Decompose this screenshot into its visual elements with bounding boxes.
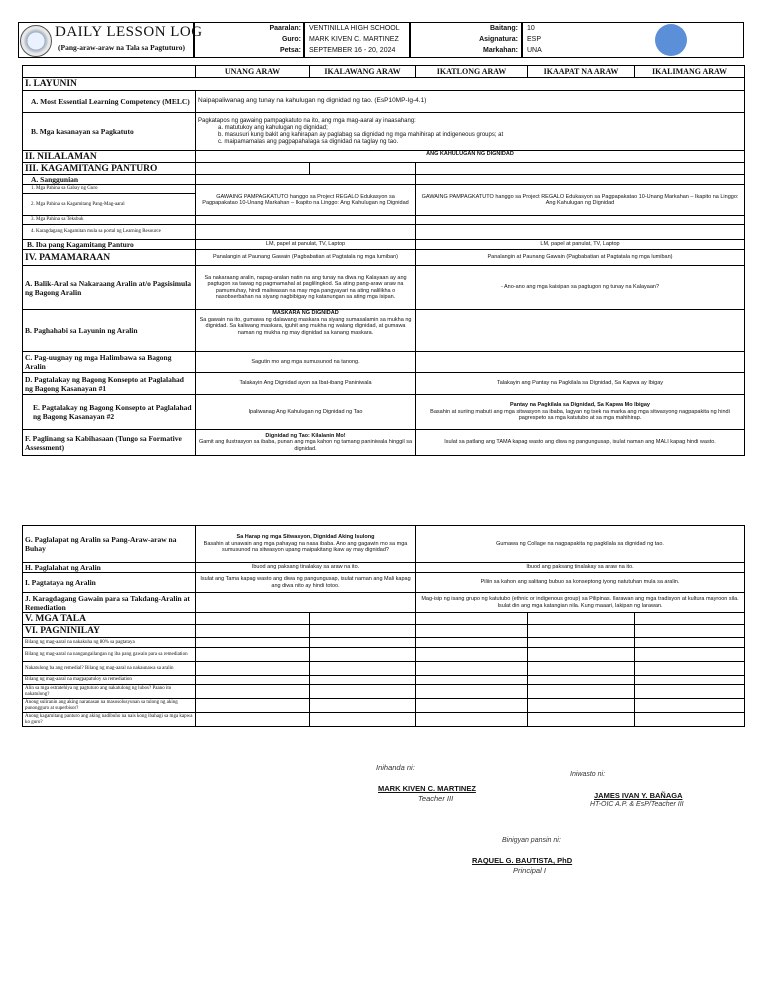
petsa-value: SEPTEMBER 16 - 20, 2024 [309, 47, 396, 54]
day-header: IKATLONG ARAW [416, 66, 528, 78]
portal-label: 4. Karagdagang Kagamitan mula sa portal ng Learning Resource [23, 225, 196, 240]
asignatura-label: Asignatura: [479, 36, 518, 43]
section-nilalaman: II. NILALAMAN [23, 151, 196, 163]
balik-day3: - Ano-ano ang mga kaisipan sa pagtugon ng tunay na Kalayaan? [416, 266, 745, 310]
binigyan-label: Binigyan pansin ni: [502, 837, 561, 844]
pagninilay-row: Bilang ng mag-aaral na nangangailangan ng iba pang gawain para sa remediation [23, 648, 196, 662]
deped-seal-icon [20, 25, 52, 57]
day-header: UNANG ARAW [196, 66, 310, 78]
binigyan-name: RAQUEL G. BAUTISTA, PhD [472, 856, 573, 865]
iniwasto-name: JAMES IVAN Y. BAÑAGA [594, 791, 683, 800]
melc-value: Naipapaliwanag ang tunay na kahulugan ng dignidad ng tao. (EsP10MP-Ig-4.1) [196, 91, 745, 113]
paghahabi-day1: Sa gawain na ito, gumawa ng dalawang maskara na siyang sumasalamin sa mukha ng dignidad. Sa kaliwang maskara, iguhit ang mukha ng walang dignidad, at gumawa naman ng mukha ng may dignidad sa kanang maskara. [199, 316, 412, 336]
page-subtitle: (Pang-araw-araw na Tala sa Pagtuturo) [58, 43, 185, 52]
pagninilay-row: Nakatulong ba ang remedial? Bilang ng mag-aaral na nakaunawa sa aralin [23, 662, 196, 676]
paghahabi-title: MASKARA NG DIGNIDAD [272, 310, 339, 316]
paglalahat-day1: Ibuod ang paksang tinalakay sa araw na ito. [196, 563, 416, 573]
paglalapat-title: Sa Harap ng mga Sitwasyon, Dignidad Aking Isulong [236, 534, 375, 541]
kasanayan-a: a. matutukoy ang kahulugan ng dignidad; [218, 124, 328, 131]
guro-label: Guro: [281, 36, 301, 43]
day-header: IKAAPAT NA ARAW [528, 66, 635, 78]
paglinang-day3: Isulat sa patlang ang TAMA kapag wasto ang diwa ng pangungusap, isulat naman ang MALI kapag hindi wasto. [416, 430, 745, 456]
pagtalakay1-label: D. Pagtalakay ng Bagong Konsepto at Paglalahad ng Bagong Kasanayan #1 [23, 373, 196, 395]
paglalapat-day3: Gumawa ng Collage na nagpapakita ng pagkilala sa dignidad ng tao. [416, 526, 745, 563]
baitang-value: 10 [527, 25, 535, 32]
avatar [655, 24, 687, 56]
kasanayan-label: B. Mga kasanayan sa Pagkatuto [23, 113, 196, 151]
lesson-table-main [22, 65, 745, 456]
kasanayan-c: c. maipamamalas ang pagpapahalaga sa dignidad na taglay ng tao. [218, 138, 399, 145]
pagninilay-row: Anong kagamitang panturo ang aking nadibuho na nais kong ibahagi sa mga kapwa ko guro? [23, 713, 196, 727]
pagninilay-row: Alin sa mga estratehiya ng pagtuturo ang nakatulong ng lubos? Paano ito nakatulong? [23, 685, 196, 699]
panalangin-day3: Panalangin at Paunang Gawain (Pagbabatian at Pagtatala ng mga lumiban) [416, 250, 745, 266]
paaralan-value: VENTINILLA HIGH SCHOOL [309, 25, 400, 32]
pagtalakay1-day3: Talakayin ang Pantay na Pagkilala sa Dignidad, Sa Kapwa ay Ibigay [416, 373, 745, 395]
sanggunian-label: A. Sanggunian [23, 175, 196, 185]
kasanayan-intro: Pagkatapos ng gawaing pampagkatuto na ito, ang mga mag-aaral ay inaasahang: [198, 117, 416, 124]
pagtataya-label: I. Pagtataya ng Aralin [23, 573, 196, 593]
petsa-label: Petsa: [279, 47, 301, 54]
section-layunin: I. LAYUNIN [23, 78, 745, 91]
section-pamamaraan: IV. PAMAMARAAN [23, 250, 196, 266]
paglalahat-label: H. Paglalahat ng Aralin [23, 563, 196, 573]
corner-cell [23, 66, 196, 78]
paguugnay-day1: Sagutin mo ang mga sumusunod na tanong. [196, 352, 416, 373]
guro-value: MARK KIVEN C. MARTINEZ [309, 36, 399, 43]
panalangin-day1: Panalangin at Paunang Gawain (Pagbabatian at Pagtatala ng mga lumiban) [196, 250, 416, 266]
section-mga-tala: V. MGA TALA [23, 613, 196, 625]
pagtalakay2-title: Pantay na Pagkilala sa Dignidad, Sa Kapwa Mo Ibigay [510, 402, 650, 409]
inihanda-label: Inihanda ni: [376, 763, 415, 772]
pagninilay-row: Bilang ng mag-aaral na magpapatuloy sa remediation [23, 676, 196, 685]
section-kagamitan: III. KAGAMITANG PANTURO [23, 163, 196, 175]
pagtataya-day1: Isulat ang Tama kapag wasto ang diwa ng pangungusap, isulat naman ang Mali kapag ang diwa nito ay hindi totoo. [196, 573, 416, 593]
pagtalakay2-label: E. Pagtalakay ng Bagong Konsepto at Paglalahad ng Bagong Kasanayan #2 [23, 395, 196, 430]
pagtalakay2-day1: Ipaliwanag Ang Kahulugan ng Dignidad ng Tao [196, 395, 416, 430]
markahan-label: Markahan: [482, 47, 518, 54]
pang-mag-aaral-label: 2. Mga Pahina sa Kagamitang Pang-Mag-aaral [23, 194, 196, 216]
paglalapat-day1: Basahin at unawain ang mga pahayag na nasa ibaba. Ano ang gagawin mo sa mga sumusunod na sitwasyon upang maipakitang ikaw ay may dignidad? [203, 540, 408, 554]
iba-pang-label: B. Iba pang Kagamitang Panturo [23, 240, 196, 250]
inihanda-name: MARK KIVEN C. MARTINEZ [378, 784, 476, 793]
paglinang-title: Dignidad ng Tao: Kilalanin Mo! [265, 432, 346, 439]
iba-pang-day3: LM, papel at panulat, TV, Laptop [416, 240, 745, 250]
karagdagang-label: J. Karagdagang Gawain para sa Takdang-Aralin at Remediation [23, 593, 196, 613]
markahan-value: UNA [527, 47, 542, 54]
info-value-box-2 [522, 22, 744, 58]
teksbuk-label: 3. Mga Pahina sa Teksbuk [23, 216, 196, 225]
page-title: DAILY LESSON LOG [55, 24, 203, 40]
paglalahat-day3: Ibuod ang paksang tinalakay sa araw na ito. [416, 563, 745, 573]
iniwasto-position: HT-OIC A.P. & EsP/Teacher III [590, 801, 684, 808]
pagtataya-day3: Piliin sa kahon ang salitang bubuo sa konseptong iyong natutuhan mula sa aralin. [416, 573, 745, 593]
day-header: IKALAWANG ARAW [310, 66, 416, 78]
binigyan-position: Principal I [513, 866, 546, 875]
balik-label: A. Balik-Aral sa Nakaraang Aralin at/o Pagsisimula ng Bagong Aralin [23, 266, 196, 310]
pagtalakay1-day1: Talakayin Ang Dignidad ayon sa Ibat-ibang Paniniwala [196, 373, 416, 395]
day-header: IKALIMANG ARAW [635, 66, 745, 78]
asignatura-value: ESP [527, 36, 542, 43]
nilalaman-value: ANG KAHULUGAN NG DIGNIDAD [196, 151, 745, 163]
iba-pang-day1: LM, papel at panulat, TV, Laptop [196, 240, 416, 250]
paglalapat-label: G. Paglalapat ng Aralin sa Pang-Araw-araw na Buhay [23, 526, 196, 563]
paguugnay-label: C. Pag-uugnay ng mga Halimbawa sa Bagong Aralin [23, 352, 196, 373]
pagtalakay2-day3: Basahin at suriing mabuti ang mga sitwasyon sa ibaba, lagyan ng tsek na marka ang mga sitwasyong nagpapakita ng hindi pagrespeto sa mga katutubo at sa mga mahihirap. [430, 408, 730, 422]
baitang-label: Baitang: [490, 25, 518, 32]
iniwasto-label: Iniwasto ni: [570, 771, 606, 778]
inihanda-position: Teacher III [418, 794, 454, 803]
gawaing-day1: GAWAING PAMPAGKATUTO hanggo sa Project REGALO Edukasyon sa Pagpapakatao 10-Unang Markahan – Ikapito na Linggo: Ang Kahulugan ng Dignidad [196, 185, 416, 216]
karagdagang-day3: Mag-isip ng isang grupo ng katutubo (ethnic or indigenous group) sa Pilipinas. Ilarawan ang mga tradisyon at kultura mayroon sila. Isulat din ang mga katangian nila. Kung maaari, lakipan ng larawan. [416, 593, 745, 613]
pagninilay-row: Anong suliranin ang aking naranasan na masosolusyunan sa tulong ng aking punongguro at superbisor? [23, 699, 196, 713]
gabay-label: 1. Mga Pahina sa Gabay ng Guro [23, 185, 196, 194]
days-row [23, 66, 745, 78]
paglinang-label: F. Paglinang sa Kabihasaan (Tungo sa Formative Assessment) [23, 430, 196, 456]
melc-label: A. Most Essential Learning Competency (MELC) [23, 91, 196, 113]
pagninilay-row: Bilang ng mag-aaral na nakakuha ng 80% sa pagtataya [23, 638, 196, 648]
paaralan-label: Paaralan: [269, 25, 301, 32]
kasanayan-b: b. masusuri kung bakit ang kahirapan ay paglabag sa dignidad ng mga mahihirap at indigeneous groups; at [218, 131, 504, 138]
paglinang-day1: Gamit ang ilustrasyon sa ibaba, punan ang mga kahon ng tamang paniniwala hinggil sa dignidad. [198, 439, 413, 452]
section-pagninilay: VI. PAGNINILAY [23, 625, 196, 638]
lesson-table-continued [22, 525, 745, 727]
balik-day1: Sa nakaraang aralin, napag-aralan natin na ang tunay na diwa ng Kalayaan ay ang pagtugon sa tawag ng pagmamahal at paglilingkod. Sa ating pang-araw araw na pamumuhay, hindi maiiwasan na may mga pangyayari na ating nalilikha o nasobserbahan na siyang nagbibigay ng katanungan sa ating mga isipan. [196, 266, 416, 310]
paghahabi-label: B. Paghahabi sa Layunin ng Aralin [23, 310, 196, 352]
gawaing-day3: GAWAING PAMPAGKATUTO hanggo sa Project REGALO Edukasyon sa Pagpapakatao 10-Unang Markahan – Ikapito na Linggo: Ang Kahulugan ng Dignidad [416, 185, 745, 216]
